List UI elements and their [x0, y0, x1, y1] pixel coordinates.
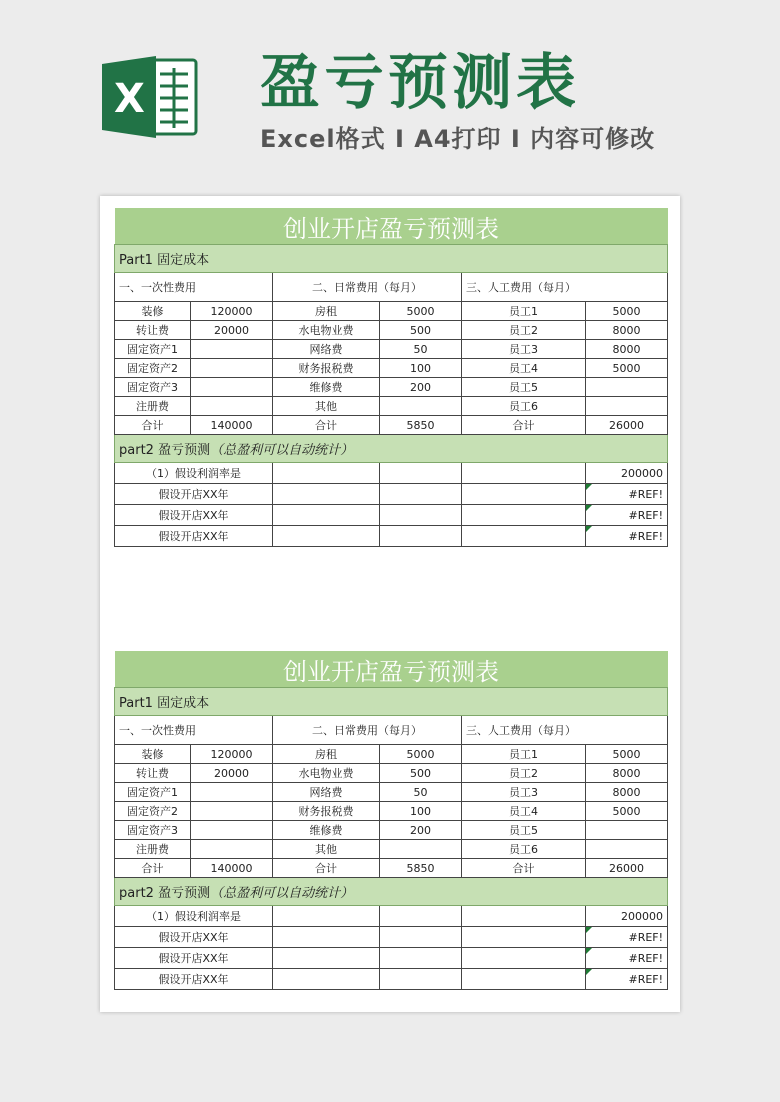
table-cell[interactable]	[191, 378, 273, 397]
table-row	[115, 840, 668, 859]
part2-label: part2 盈亏预测	[119, 886, 211, 901]
table-cell[interactable]: 水电物业费	[273, 764, 380, 783]
table-cell[interactable]	[273, 484, 380, 505]
table-row	[115, 321, 668, 340]
table-cell[interactable]: 网络费	[273, 783, 380, 802]
prediction-label[interactable]: 假设开店XX年	[115, 927, 273, 948]
table-cell[interactable]: 20000	[191, 764, 273, 783]
section-labor[interactable]: 三、人工费用（每月）	[462, 273, 668, 302]
table-cell[interactable]	[462, 526, 586, 547]
table-cell[interactable]: 网络费	[273, 340, 380, 359]
table-cell[interactable]: 140000	[191, 416, 273, 435]
page-title: 盈亏预测表	[260, 48, 580, 118]
table-cell[interactable]: 员工2	[462, 321, 586, 340]
table-cell[interactable]	[586, 397, 668, 416]
part2-header[interactable]	[115, 878, 668, 906]
table-row	[115, 416, 668, 435]
table-cell[interactable]: 装修	[115, 302, 191, 321]
part2-note: （总盈利可以自动统计）	[210, 443, 354, 458]
table-cell[interactable]: 水电物业费	[273, 321, 380, 340]
table-cell[interactable]: 房租	[273, 745, 380, 764]
table-cell[interactable]: 固定资产3	[115, 378, 191, 397]
table-cell[interactable]	[191, 359, 273, 378]
table-cell[interactable]: 转让费	[115, 321, 191, 340]
table-cell[interactable]: 固定资产2	[115, 359, 191, 378]
table-cell[interactable]: 200	[380, 821, 462, 840]
prediction-value[interactable]: #REF!	[586, 526, 668, 547]
profit-value[interactable]: 200000	[586, 463, 668, 484]
prediction-label[interactable]: 假设开店XX年	[115, 948, 273, 969]
table-cell[interactable]: 员工4	[462, 359, 586, 378]
table-cell[interactable]	[191, 840, 273, 859]
table-cell[interactable]: 注册费	[115, 840, 191, 859]
table-cell[interactable]	[191, 397, 273, 416]
table-cell[interactable]: 合计	[115, 416, 191, 435]
table-cell[interactable]	[462, 927, 586, 948]
section-daily[interactable]: 二、日常费用（每月）	[273, 273, 462, 302]
table-cell[interactable]: 员工4	[462, 802, 586, 821]
table-cell[interactable]: 员工6	[462, 397, 586, 416]
table-row	[115, 948, 668, 969]
document-paper	[100, 196, 680, 1012]
table-cell[interactable]	[273, 906, 380, 927]
page-header	[0, 0, 780, 190]
forecast-table	[114, 208, 668, 547]
prediction-value[interactable]: #REF!	[586, 505, 668, 526]
sheet-2	[114, 651, 667, 990]
sheet-title[interactable]: 创业开店盈亏预测表	[115, 208, 668, 245]
table-cell[interactable]	[273, 463, 380, 484]
table-cell[interactable]	[273, 948, 380, 969]
forecast-table	[114, 651, 668, 990]
table-cell[interactable]: 合计	[462, 416, 586, 435]
sheet-1	[114, 208, 667, 547]
part1-header[interactable]: Part1 固定成本	[115, 688, 668, 716]
table-cell[interactable]: 5000	[586, 745, 668, 764]
prediction-label[interactable]: 假设开店XX年	[115, 505, 273, 526]
table-cell[interactable]: 维修费	[273, 821, 380, 840]
section-onetime[interactable]: 一、一次性费用	[115, 716, 273, 745]
table-cell[interactable]: 120000	[191, 302, 273, 321]
table-cell[interactable]: 合计	[115, 859, 191, 878]
table-cell[interactable]: 维修费	[273, 378, 380, 397]
table-cell[interactable]: 8000	[586, 764, 668, 783]
table-cell[interactable]: 员工2	[462, 764, 586, 783]
section-labor[interactable]: 三、人工费用（每月）	[462, 716, 668, 745]
table-cell[interactable]	[462, 505, 586, 526]
prediction-value[interactable]: #REF!	[586, 927, 668, 948]
table-cell[interactable]	[191, 802, 273, 821]
prediction-value[interactable]: #REF!	[586, 484, 668, 505]
table-cell[interactable]: 装修	[115, 745, 191, 764]
table-cell[interactable]: 注册费	[115, 397, 191, 416]
table-cell[interactable]	[380, 906, 462, 927]
table-cell[interactable]	[273, 927, 380, 948]
table-cell[interactable]: 员工6	[462, 840, 586, 859]
table-cell[interactable]: 100	[380, 802, 462, 821]
logo-letter: X	[114, 76, 145, 122]
table-row	[115, 484, 668, 505]
prediction-value[interactable]: #REF!	[586, 969, 668, 990]
table-cell[interactable]	[380, 969, 462, 990]
table-cell[interactable]: 8000	[586, 783, 668, 802]
table-row	[115, 821, 668, 840]
table-cell[interactable]: 50	[380, 340, 462, 359]
table-cell[interactable]: 5000	[586, 302, 668, 321]
table-row	[115, 505, 668, 526]
table-cell[interactable]	[380, 927, 462, 948]
table-cell[interactable]: 员工5	[462, 821, 586, 840]
table-cell[interactable]: 120000	[191, 745, 273, 764]
page-subtitle: Excel格式 I A4打印 I 内容可修改	[260, 125, 656, 153]
table-cell[interactable]: 员工5	[462, 378, 586, 397]
table-cell[interactable]	[586, 378, 668, 397]
table-cell[interactable]: 26000	[586, 859, 668, 878]
table-cell[interactable]	[462, 969, 586, 990]
table-cell[interactable]	[273, 505, 380, 526]
table-cell[interactable]: 5000	[380, 302, 462, 321]
table-cell[interactable]	[191, 783, 273, 802]
table-cell[interactable]	[273, 526, 380, 547]
table-row	[115, 302, 668, 321]
table-row	[115, 969, 668, 990]
table-cell[interactable]: 5850	[380, 416, 462, 435]
table-cell[interactable]	[191, 821, 273, 840]
table-cell[interactable]: 合计	[273, 416, 380, 435]
table-cell[interactable]	[462, 906, 586, 927]
table-row	[115, 927, 668, 948]
table-row	[115, 340, 668, 359]
table-cell[interactable]: 员工3	[462, 340, 586, 359]
table-cell[interactable]: 500	[380, 321, 462, 340]
profit-label[interactable]: （1）假设利润率是	[115, 463, 273, 484]
table-cell[interactable]: 固定资产1	[115, 783, 191, 802]
prediction-label[interactable]: 假设开店XX年	[115, 969, 273, 990]
table-row	[115, 859, 668, 878]
table-cell[interactable]: 固定资产2	[115, 802, 191, 821]
table-cell[interactable]: 5000	[380, 745, 462, 764]
table-row	[115, 745, 668, 764]
table-cell[interactable]: 固定资产1	[115, 340, 191, 359]
table-row	[115, 783, 668, 802]
table-cell[interactable]	[380, 840, 462, 859]
table-cell[interactable]: 财务报税费	[273, 802, 380, 821]
prediction-label[interactable]: 假设开店XX年	[115, 526, 273, 547]
table-cell[interactable]: 20000	[191, 321, 273, 340]
table-cell[interactable]: 26000	[586, 416, 668, 435]
part2-header[interactable]	[115, 435, 668, 463]
table-row	[115, 802, 668, 821]
profit-label[interactable]: （1）假设利润率是	[115, 906, 273, 927]
table-cell[interactable]: 500	[380, 764, 462, 783]
excel-logo-icon	[100, 52, 200, 142]
part2-label: part2 盈亏预测	[119, 443, 211, 458]
table-cell[interactable]	[380, 948, 462, 969]
table-cell[interactable]: 员工1	[462, 745, 586, 764]
table-cell[interactable]: 合计	[462, 859, 586, 878]
part2-note: （总盈利可以自动统计）	[210, 886, 354, 901]
table-cell[interactable]: 房租	[273, 302, 380, 321]
profit-value[interactable]: 200000	[586, 906, 668, 927]
table-row	[115, 764, 668, 783]
prediction-label[interactable]: 假设开店XX年	[115, 484, 273, 505]
table-cell[interactable]: 其他	[273, 840, 380, 859]
table-cell[interactable]	[380, 526, 462, 547]
table-cell[interactable]: 转让费	[115, 764, 191, 783]
sheet-title[interactable]: 创业开店盈亏预测表	[115, 651, 668, 688]
table-cell[interactable]	[273, 969, 380, 990]
section-onetime[interactable]: 一、一次性费用	[115, 273, 273, 302]
table-cell[interactable]	[586, 840, 668, 859]
table-cell[interactable]: 财务报税费	[273, 359, 380, 378]
table-cell[interactable]: 固定资产3	[115, 821, 191, 840]
table-cell[interactable]: 50	[380, 783, 462, 802]
table-cell[interactable]: 140000	[191, 859, 273, 878]
table-cell[interactable]	[462, 463, 586, 484]
table-cell[interactable]	[586, 821, 668, 840]
table-cell[interactable]: 其他	[273, 397, 380, 416]
table-cell[interactable]	[462, 948, 586, 969]
table-row	[115, 397, 668, 416]
section-daily[interactable]: 二、日常费用（每月）	[273, 716, 462, 745]
table-cell[interactable]: 合计	[273, 859, 380, 878]
table-cell[interactable]: 8000	[586, 340, 668, 359]
table-cell[interactable]: 8000	[586, 321, 668, 340]
part1-header[interactable]: Part1 固定成本	[115, 245, 668, 273]
table-cell[interactable]: 100	[380, 359, 462, 378]
table-row	[115, 526, 668, 547]
table-cell[interactable]	[191, 340, 273, 359]
table-cell[interactable]	[462, 484, 586, 505]
table-row	[115, 359, 668, 378]
table-cell[interactable]	[380, 463, 462, 484]
table-cell[interactable]: 员工3	[462, 783, 586, 802]
table-cell[interactable]: 员工1	[462, 302, 586, 321]
table-cell[interactable]: 200	[380, 378, 462, 397]
table-cell[interactable]: 5850	[380, 859, 462, 878]
table-row	[115, 378, 668, 397]
table-cell[interactable]	[380, 397, 462, 416]
table-cell[interactable]	[380, 505, 462, 526]
table-cell[interactable]: 5000	[586, 359, 668, 378]
table-cell[interactable]	[380, 484, 462, 505]
table-cell[interactable]: 5000	[586, 802, 668, 821]
prediction-value[interactable]: #REF!	[586, 948, 668, 969]
